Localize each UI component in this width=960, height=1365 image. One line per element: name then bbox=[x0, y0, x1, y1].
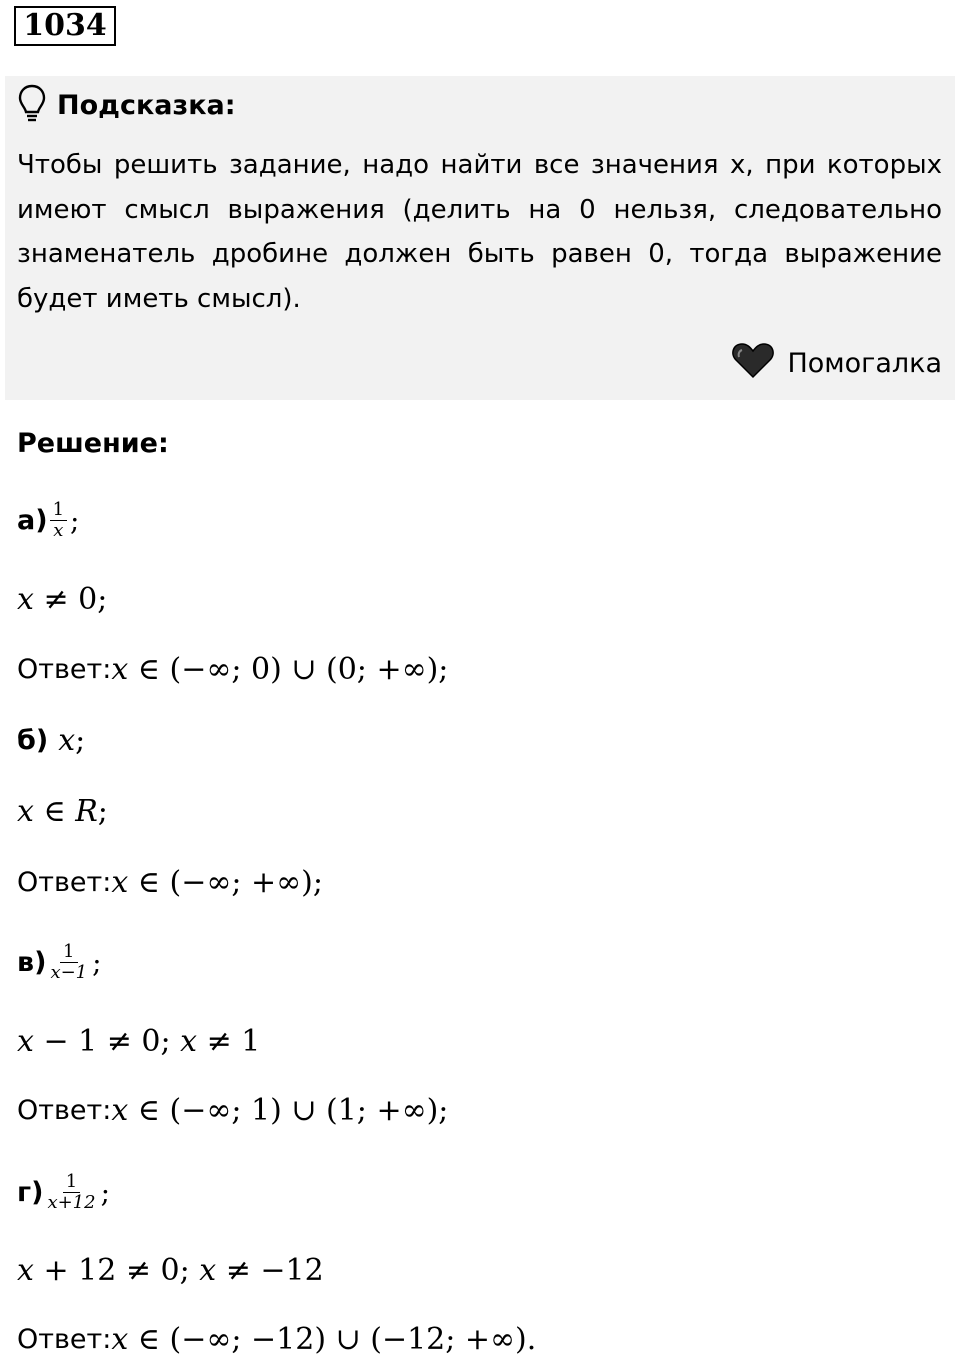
hint-header bbox=[17, 82, 236, 128]
part-label: а) bbox=[17, 504, 48, 536]
part-g-work: 𝑥 + 12 ≠ 0; 𝑥 ≠ −12 bbox=[17, 1252, 324, 1288]
part-b-header: б) 𝑥; bbox=[17, 722, 86, 758]
part-v-header: в) $\frac{1}{\text{𝑥−1}}$ ; bbox=[17, 940, 102, 983]
part-v-answer: Ответ: 𝑥 ∈ (−∞; 1) ∪ (1; +∞); bbox=[17, 1092, 449, 1128]
part-a-work: 𝑥 ≠ 0; bbox=[17, 581, 108, 617]
part-b-answer: Ответ: 𝑥 ∈ (−∞; +∞); bbox=[17, 864, 323, 900]
lightbulb-icon bbox=[17, 83, 47, 127]
part-b-work: 𝑥 ∈ 𝑅; bbox=[17, 793, 108, 829]
solution-title: Решение: bbox=[17, 428, 169, 459]
part-label: г) bbox=[17, 1176, 44, 1208]
helper-link[interactable] bbox=[731, 340, 942, 386]
part-g-answer: Ответ: 𝑥 ∈ (−∞; −12) ∪ (−12; +∞). bbox=[17, 1321, 537, 1357]
part-a-answer: Ответ: 𝑥 ∈ (−∞; 0) ∪ (0; +∞); bbox=[17, 651, 449, 687]
task-number: 1034 bbox=[14, 6, 116, 46]
fraction: $\frac{1}{\text{𝑥+12}}$ bbox=[47, 1170, 96, 1213]
heart-icon bbox=[731, 341, 775, 386]
part-label: в) bbox=[17, 946, 47, 978]
helper-label: Помогалка bbox=[787, 347, 942, 379]
part-label: б) bbox=[17, 724, 49, 756]
hint-text: Чтобы решить задание, надо найти все значения x, при которых имеют смысл выражения (делить на 0 нельзя, следовательно знаменатель дробине должен быть равен 0, тогда выражение будет иметь смысл). bbox=[17, 150, 942, 314]
part-a-header: а) $\frac{1}{\text{𝑥}}$ ; bbox=[17, 498, 80, 541]
hint-title: Подсказка: bbox=[57, 89, 236, 121]
fraction: $\frac{1}{\text{𝑥}}$ bbox=[50, 500, 67, 541]
part-v-work: 𝑥 − 1 ≠ 0; 𝑥 ≠ 1 bbox=[17, 1023, 261, 1059]
part-g-header: г) $\frac{1}{\text{𝑥+12}}$ ; bbox=[17, 1170, 111, 1213]
fraction: $\frac{1}{\text{𝑥−1}}$ bbox=[50, 940, 88, 983]
